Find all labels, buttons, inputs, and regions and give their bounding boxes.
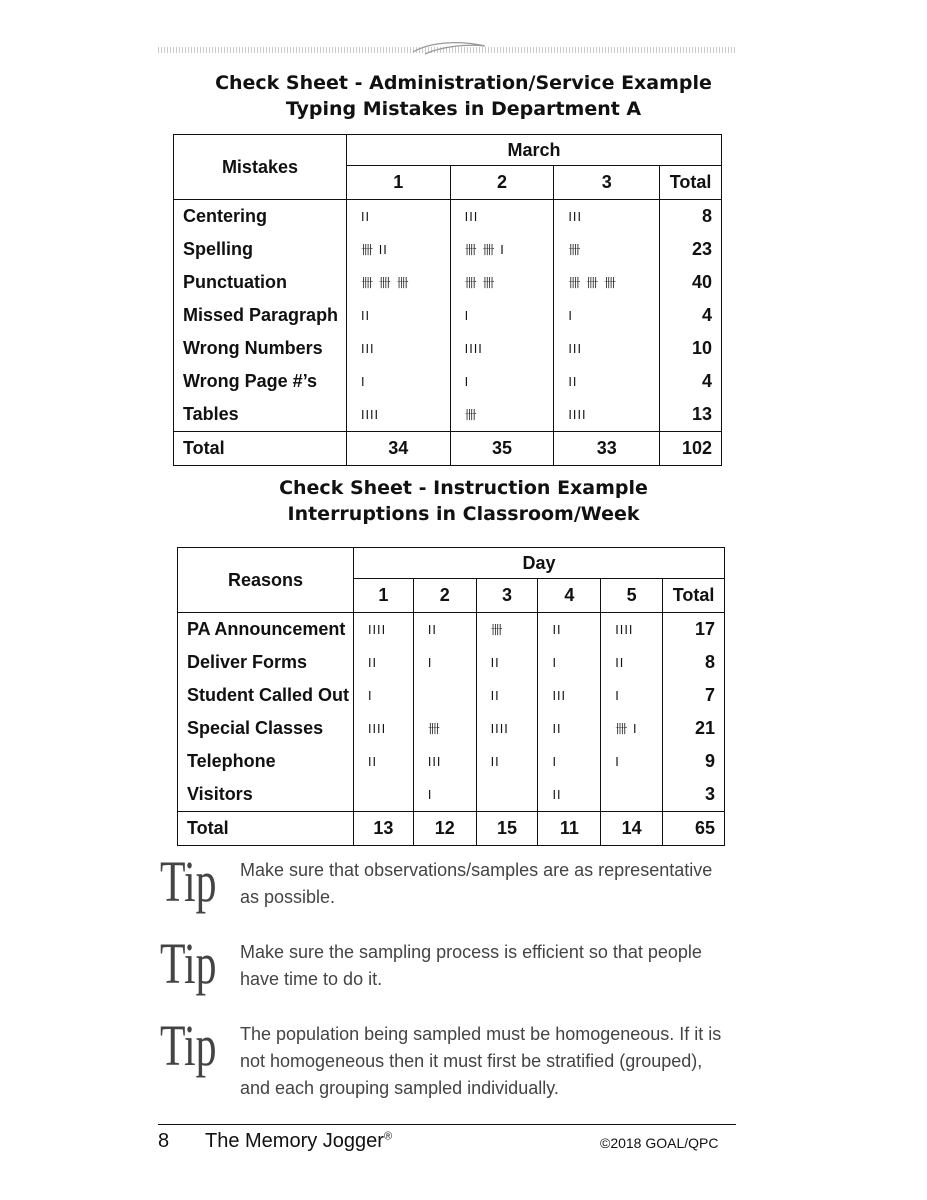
sheet1-title-line2: Typing Mistakes in Department A — [285, 98, 642, 120]
row-total: 40 — [660, 266, 722, 299]
row-total: 8 — [660, 200, 722, 234]
tally-cell: II — [538, 613, 601, 647]
tally-cell: 卌 卌 卌 — [554, 266, 660, 299]
tip-label: Tip — [160, 931, 217, 996]
tip-block — [160, 1013, 730, 1106]
tally-cell: IIII — [353, 613, 413, 647]
tally-cell: III — [554, 332, 660, 365]
tally-cell: II — [353, 745, 413, 778]
row-label: Centering — [183, 206, 268, 226]
table-header-row — [178, 548, 725, 579]
row-label: Special Classes — [187, 718, 324, 738]
footer-rule — [158, 1124, 736, 1125]
tally-cell: II — [476, 679, 538, 712]
tally-cell — [413, 679, 476, 712]
row-label: Visitors — [187, 784, 253, 804]
row-label: PA Announcement — [187, 619, 346, 639]
tally-cell: I — [413, 646, 476, 679]
tally-cell: II — [476, 745, 538, 778]
day-header: Day — [353, 548, 724, 579]
row-label: Student Called Out — [187, 685, 349, 705]
table-row — [174, 365, 722, 398]
sheet2-title-line1: Check Sheet - Instruction Example — [279, 477, 648, 499]
row-total: 21 — [663, 712, 725, 745]
tally-cell: II — [346, 200, 450, 234]
column-header: 1 — [346, 166, 450, 200]
column-header: 3 — [476, 579, 538, 613]
column-header: 2 — [413, 579, 476, 613]
row-label: Wrong Page #’s — [183, 371, 318, 391]
row-total: 4 — [660, 299, 722, 332]
copyright: ©2018 GOAL/QPC — [600, 1135, 719, 1151]
table-row — [178, 745, 725, 778]
tally-cell: 卌 卌 I — [450, 233, 554, 266]
row-total: 3 — [663, 778, 725, 812]
row-label: Wrong Numbers — [183, 338, 323, 358]
tally-cell: II — [476, 646, 538, 679]
tally-cell: I — [601, 745, 663, 778]
column-total: 35 — [450, 432, 554, 466]
table-row — [174, 398, 722, 432]
tally-cell: III — [413, 745, 476, 778]
total-row-label: Total — [174, 432, 347, 466]
mistakes-header: Mistakes — [174, 135, 347, 200]
tip-text: Make sure the sampling process is efficient so that people have time to do it. — [240, 942, 702, 989]
tally-cell: 卌 — [476, 613, 538, 647]
tip-block — [160, 931, 730, 999]
month-header: March — [346, 135, 721, 166]
row-total: 9 — [663, 745, 725, 778]
row-total: 7 — [663, 679, 725, 712]
tally-cell: 卌 — [554, 233, 660, 266]
reasons-header: Reasons — [178, 548, 354, 613]
tally-cell: II — [554, 365, 660, 398]
tally-cell: IIII — [450, 332, 554, 365]
row-total: 4 — [660, 365, 722, 398]
tally-cell: III — [538, 679, 601, 712]
tip-block — [160, 849, 730, 917]
tally-cell: II — [538, 778, 601, 812]
total-row-label: Total — [178, 812, 354, 846]
table-row — [178, 613, 725, 647]
table-row — [174, 233, 722, 266]
classroom-interruptions-table — [177, 547, 725, 846]
column-header: 5 — [601, 579, 663, 613]
total-row — [178, 812, 725, 846]
row-total: 13 — [660, 398, 722, 432]
book-title-text: The Memory Jogger — [205, 1130, 384, 1152]
table-row — [178, 646, 725, 679]
row-label: Deliver Forms — [187, 652, 308, 672]
tally-cell: I — [353, 679, 413, 712]
grand-total: 102 — [660, 432, 722, 466]
row-total: 23 — [660, 233, 722, 266]
tally-cell: I — [538, 745, 601, 778]
column-total: 34 — [346, 432, 450, 466]
tally-cell — [476, 778, 538, 812]
total-header: Total — [660, 166, 722, 200]
row-total: 8 — [663, 646, 725, 679]
tally-cell: I — [538, 646, 601, 679]
sheet1-title — [0, 70, 927, 122]
row-label: Spelling — [183, 239, 254, 259]
column-total: 12 — [413, 812, 476, 846]
column-total: 14 — [601, 812, 663, 846]
tally-cell: I — [450, 365, 554, 398]
column-total: 11 — [538, 812, 601, 846]
tally-cell: III — [554, 200, 660, 234]
tally-cell: IIII — [353, 712, 413, 745]
table-row — [178, 712, 725, 745]
tally-cell: 卌 II — [346, 233, 450, 266]
book-title — [205, 1130, 392, 1153]
tally-cell: I — [346, 365, 450, 398]
tally-cell: I — [601, 679, 663, 712]
column-header: 4 — [538, 579, 601, 613]
sheet2-title — [0, 475, 927, 527]
tally-cell: IIII — [601, 613, 663, 647]
tally-cell: 卌 I — [601, 712, 663, 745]
tally-cell — [601, 778, 663, 812]
tip-text: The population being sampled must be homogeneous. If it is not homogeneous then it must first be stratified (grouped), and each grouping sampled individually. — [240, 1024, 722, 1098]
tally-cell: I — [450, 299, 554, 332]
tally-cell: II — [413, 613, 476, 647]
tally-cell: I — [413, 778, 476, 812]
sheet2-title-line2: Interruptions in Classroom/Week — [287, 503, 640, 525]
tally-cell: 卌 卌 — [450, 266, 554, 299]
row-total: 17 — [663, 613, 725, 647]
total-header: Total — [663, 579, 725, 613]
tip-text: Make sure that observations/samples are as representative as possible. — [240, 860, 713, 907]
typing-mistakes-table — [173, 134, 722, 466]
tally-cell: II — [346, 299, 450, 332]
page-number: 8 — [158, 1130, 170, 1152]
table-row — [178, 679, 725, 712]
tally-cell: II — [353, 646, 413, 679]
table-row — [174, 200, 722, 234]
tally-cell: 卌 卌 卌 — [346, 266, 450, 299]
column-total: 33 — [554, 432, 660, 466]
tally-cell: II — [538, 712, 601, 745]
table-row — [174, 266, 722, 299]
tally-cell: III — [346, 332, 450, 365]
table-header-row — [174, 135, 722, 166]
row-label: Missed Paragraph — [183, 305, 339, 325]
row-label: Telephone — [187, 751, 276, 771]
tally-cell: 卌 — [413, 712, 476, 745]
column-header: 1 — [353, 579, 413, 613]
tally-cell: IIII — [554, 398, 660, 432]
column-header: 3 — [554, 166, 660, 200]
sheet1-title-line1: Check Sheet - Administration/Service Example — [215, 72, 712, 94]
column-total: 13 — [353, 812, 413, 846]
row-total: 10 — [660, 332, 722, 365]
row-label: Punctuation — [183, 272, 287, 292]
total-row — [174, 432, 722, 466]
table-row — [178, 778, 725, 812]
tally-cell: I — [554, 299, 660, 332]
tally-cell: 卌 — [450, 398, 554, 432]
tally-cell: IIII — [476, 712, 538, 745]
tally-cell — [353, 778, 413, 812]
row-label: Tables — [183, 404, 239, 424]
registered-mark: ® — [383, 1130, 393, 1143]
grand-total: 65 — [663, 812, 725, 846]
swirl-ornament-icon — [405, 38, 495, 60]
tally-cell: IIII — [346, 398, 450, 432]
tally-cell: III — [450, 200, 554, 234]
tally-cell: II — [601, 646, 663, 679]
column-total: 15 — [476, 812, 538, 846]
tip-label: Tip — [160, 849, 217, 914]
column-header: 2 — [450, 166, 554, 200]
table-row — [174, 332, 722, 365]
table-row — [174, 299, 722, 332]
tip-label: Tip — [160, 1013, 217, 1078]
